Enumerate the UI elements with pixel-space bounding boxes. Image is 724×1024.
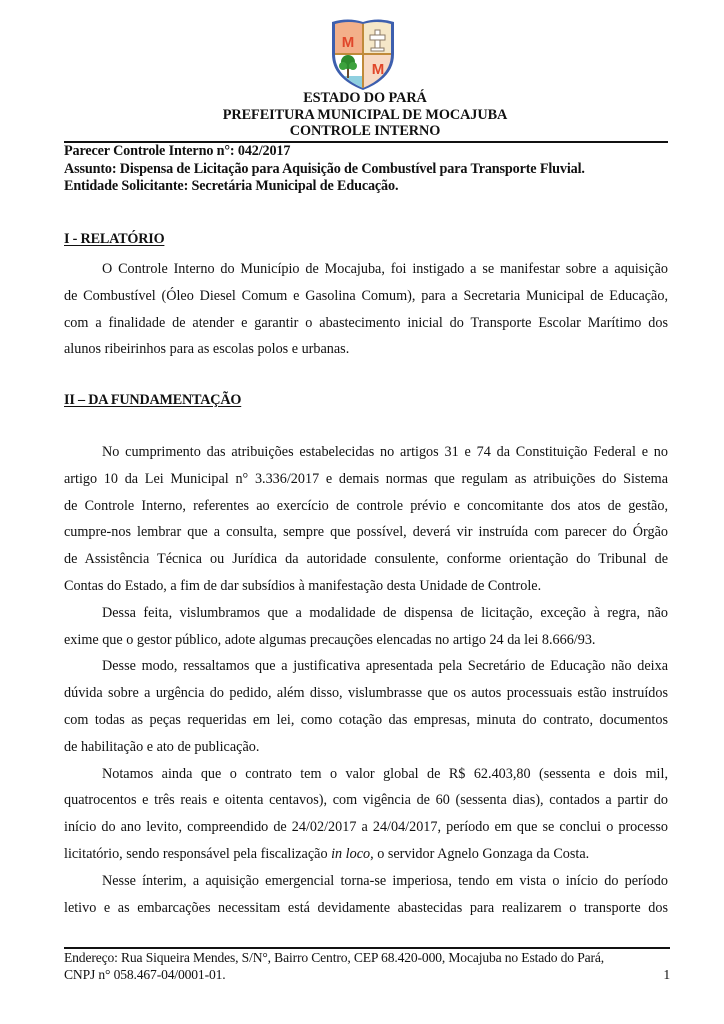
text-line: artigo 10 da Lei Municipal n° 3.336/2017 e demais normas que regulam as atribuições do Sistema [64,470,668,487]
text-line: cumpre-nos lembrar que a consulta, sempre que possível, deverá vir instruída com parecer do Órgão [64,524,668,541]
text-line: de Controle Interno, referentes ao exercício de controle prévio e concomitante dos atos de gestão, [64,497,668,514]
subject-line: Assunto: Dispensa de Licitação para Aquisição de Combustível para Transporte Fluvial. [64,160,585,177]
document-header [60,90,670,140]
text-line: de Combustível (Óleo Diesel Comum e Gasolina Comum), para a Secretaria Municipal de Educação, [64,287,668,304]
italic-term: in loco [331,845,371,862]
text-run: licitatório, sendo responsável pela fiscalização [64,845,332,862]
header-prefecture: PREFEITURA MUNICIPAL DE MOCAJUBA [222,106,508,123]
text-line [64,841,668,868]
coat-of-arms-logo [329,18,397,90]
header-state: ESTADO DO PARÁ [303,90,427,106]
text-line: Desse modo, ressaltamos que a justificativa apresentada pela Secretário de Educação não deixa [102,658,668,675]
text-run: , o servidor Agnelo Gonzaga da Costa. [370,845,590,862]
text-line: quatrocentos e três reais e oitenta centavos), com vigência de 60 (sessenta dias), contados a partir do [64,792,668,809]
text-line: início do ano levito, compreendido de 24/02/2017 a 24/04/2017, período em que se conclui o processo [64,819,668,836]
svg-text:M: M [341,34,355,51]
text-line: Dessa feita, vislumbramos que a modalidade de dispensa de licitação, exceção à regra, não [102,604,668,621]
document-footer [64,950,670,983]
text-line: dúvida sobre a urgência do pedido, além disso, vislumbrasse que os autos processuais estão instruídos [64,685,668,702]
text-line: de habilitação e ato de publicação. [64,738,260,755]
footer-address: Endereço: Rua Siqueira Mendes, S/N°, Bairro Centro, CEP 68.420-000, Mocajuba no Estado do Pará, [64,950,604,965]
svg-text:M: M [371,61,385,78]
text-line: Contas do Estado, a fim de dar subsídios à manifestação desta Unidade de Controle. [64,577,542,594]
page-number: 1 [663,966,670,982]
shield-icon [329,18,397,90]
paragraph-relatorio [64,256,668,363]
text-line: de Assistência Técnica ou Jurídica da autoridade consulente, conforme orientação do Tribunal de [64,551,668,568]
footer-cnpj: CNPJ n° 058.467-04/0001-01. [64,966,226,982]
text-line: exime que o gestor público, adote algumas precauções elencadas no artigo 24 da lei 8.666/93. [64,631,596,648]
text-line: No cumprimento das atribuições estabelecidas no artigos 31 e 74 da Constituição Federal e no [102,444,668,460]
footer-divider [64,947,670,949]
document-meta [64,143,674,196]
text-line: Nesse ínterim, a aquisição emergencial torna-se imperiosa, tendo em vista o início do período [102,872,668,889]
text-line: Notamos ainda que o contrato tem o valor global de R$ 62.403,80 (sessenta e dois mil, [102,765,668,782]
text-line: com a finalidade de atender e garantir o abastecimento inicial do Transporte Escolar Marítimo dos [64,314,668,331]
text-line: com todas as peças requeridas em lei, como cotação das empresas, minuta do contrato, documentos [64,711,668,728]
section-title-fundamentacao: II – DA FUNDAMENTAÇÃO [64,392,242,408]
section-title-relatorio: I - RELATÓRIO [64,231,165,247]
text-line: O Controle Interno do Município de Mocajuba, foi instigado a se manifestar sobre a aquisição [102,261,668,277]
requesting-entity: Entidade Solicitante: Secretária Municipal de Educação. [64,178,399,194]
text-line: alunos ribeirinhos para as escolas polos e urbanas. [64,341,350,358]
header-department: CONTROLE INTERNO [289,123,441,139]
paragraph-fundamentacao-1 [64,439,668,921]
text-line: letivo e as embarcações necessitam está devidamente abastecidas para realizarem o transporte dos [64,899,668,916]
parecer-number: Parecer Controle Interno n°: 042/2017 [64,143,291,159]
